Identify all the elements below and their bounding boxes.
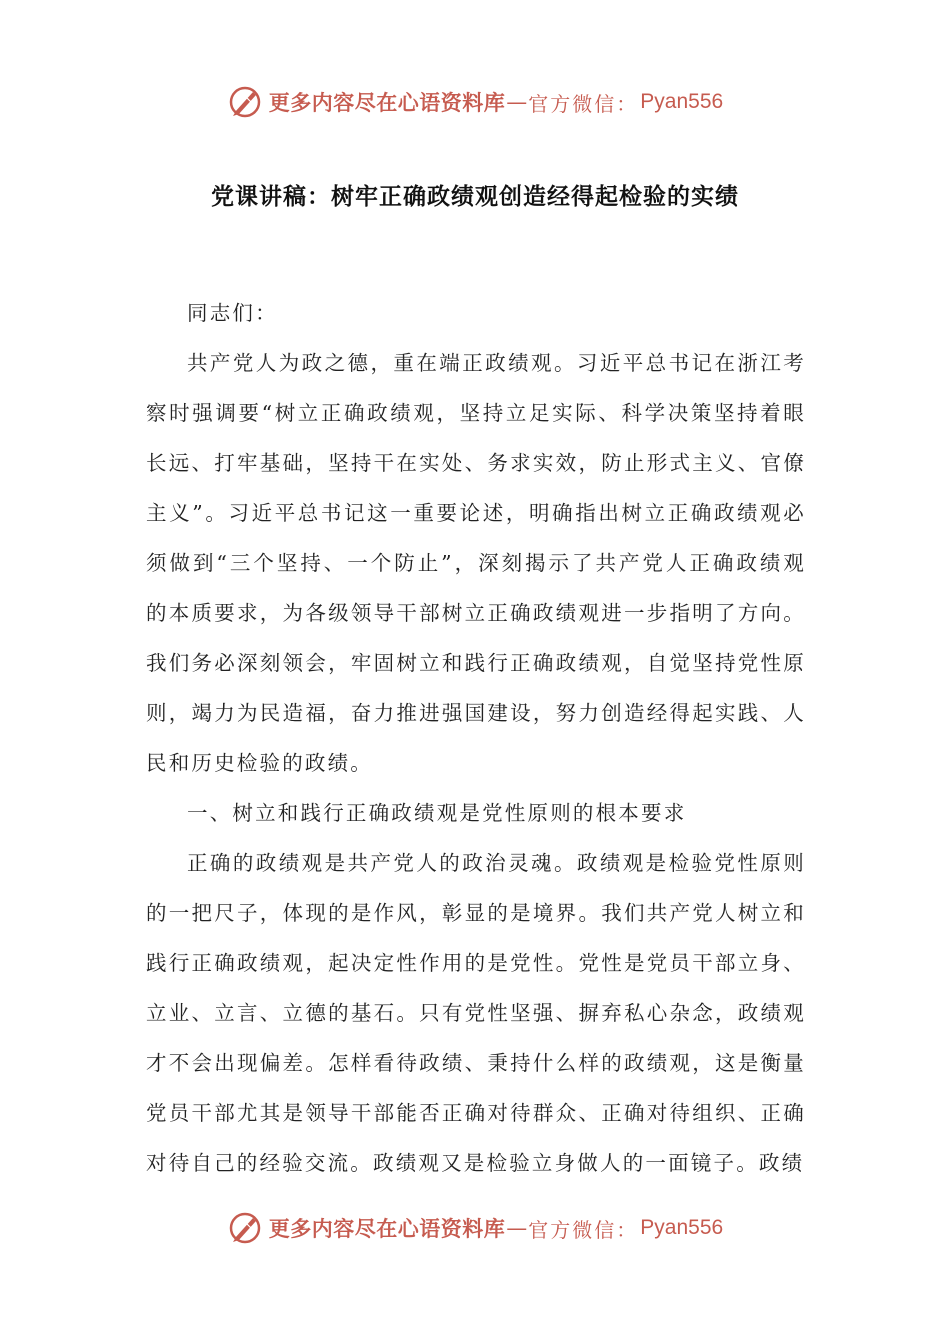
salutation: 同志们： xyxy=(187,301,278,325)
watermark-wechat-label: 官方微信： xyxy=(528,1217,639,1242)
paragraph: 共产党人为政之德，重在端正政绩观。习近平总书记在浙江考察时强调要“树立正确政绩观，坚持立足实际、科学决策坚持着眼长远、打牢基础，坚持干在实处、务求实效，防止形式主义、官僚主义”。习近平总书记这一重要论述，明确指出树立正确政绩观必须做到“三个坚持、一个防止”，深刻揭示了共产党人正确政绩观的本质要求，为各级领导干部树立正确政绩观进一步指明了方向。我们务必深刻领会，牢固树立和践行正确政绩观，自觉坚持党性原则，竭力为民造福，奋力推进强国建设，努力创造经得起实践、人民和历史检验的政绩。 xyxy=(146,351,806,775)
watermark-brand: 更多内容尽在心语资料库 xyxy=(268,1216,506,1241)
watermark-separator: — xyxy=(506,1216,528,1240)
section-heading: 一、树立和践行正确政绩观是党性原则的根本要求 xyxy=(187,801,687,825)
watermark-account: Pyan556 xyxy=(640,1216,724,1239)
document-body xyxy=(146,288,806,1188)
document-title: 党课讲稿：树牢正确政绩观创造经得起检验的实绩 xyxy=(211,184,739,210)
watermark-account: Pyan556 xyxy=(640,90,724,113)
quill-pen-icon xyxy=(227,1210,263,1246)
watermark-wechat-label: 官方微信： xyxy=(528,91,639,116)
footer-watermark xyxy=(0,1206,950,1250)
header-watermark xyxy=(0,80,950,124)
paragraph: 正确的政绩观是共产党人的政治灵魂。政绩观是检验党性原则的一把尺子，体现的是作风，彰显的是境界。我们共产党人树立和践行正确政绩观，起决定性作用的是党性。党性是党员干部立身、立业、立言、立德的基石。只有党性坚强、摒弃私心杂念，政绩观才不会出现偏差。怎样看待政绩、秉持什么样的政绩观，这是衡量党员干部尤其是领导干部能否正确对待群众、正确对待组织、正确对待自己的经验交流。政绩观又是检验立身做人的一面镜子。政绩 xyxy=(146,851,806,1175)
watermark-separator: — xyxy=(506,90,528,114)
quill-pen-icon xyxy=(227,84,263,120)
watermark-brand: 更多内容尽在心语资料库 xyxy=(268,90,506,115)
